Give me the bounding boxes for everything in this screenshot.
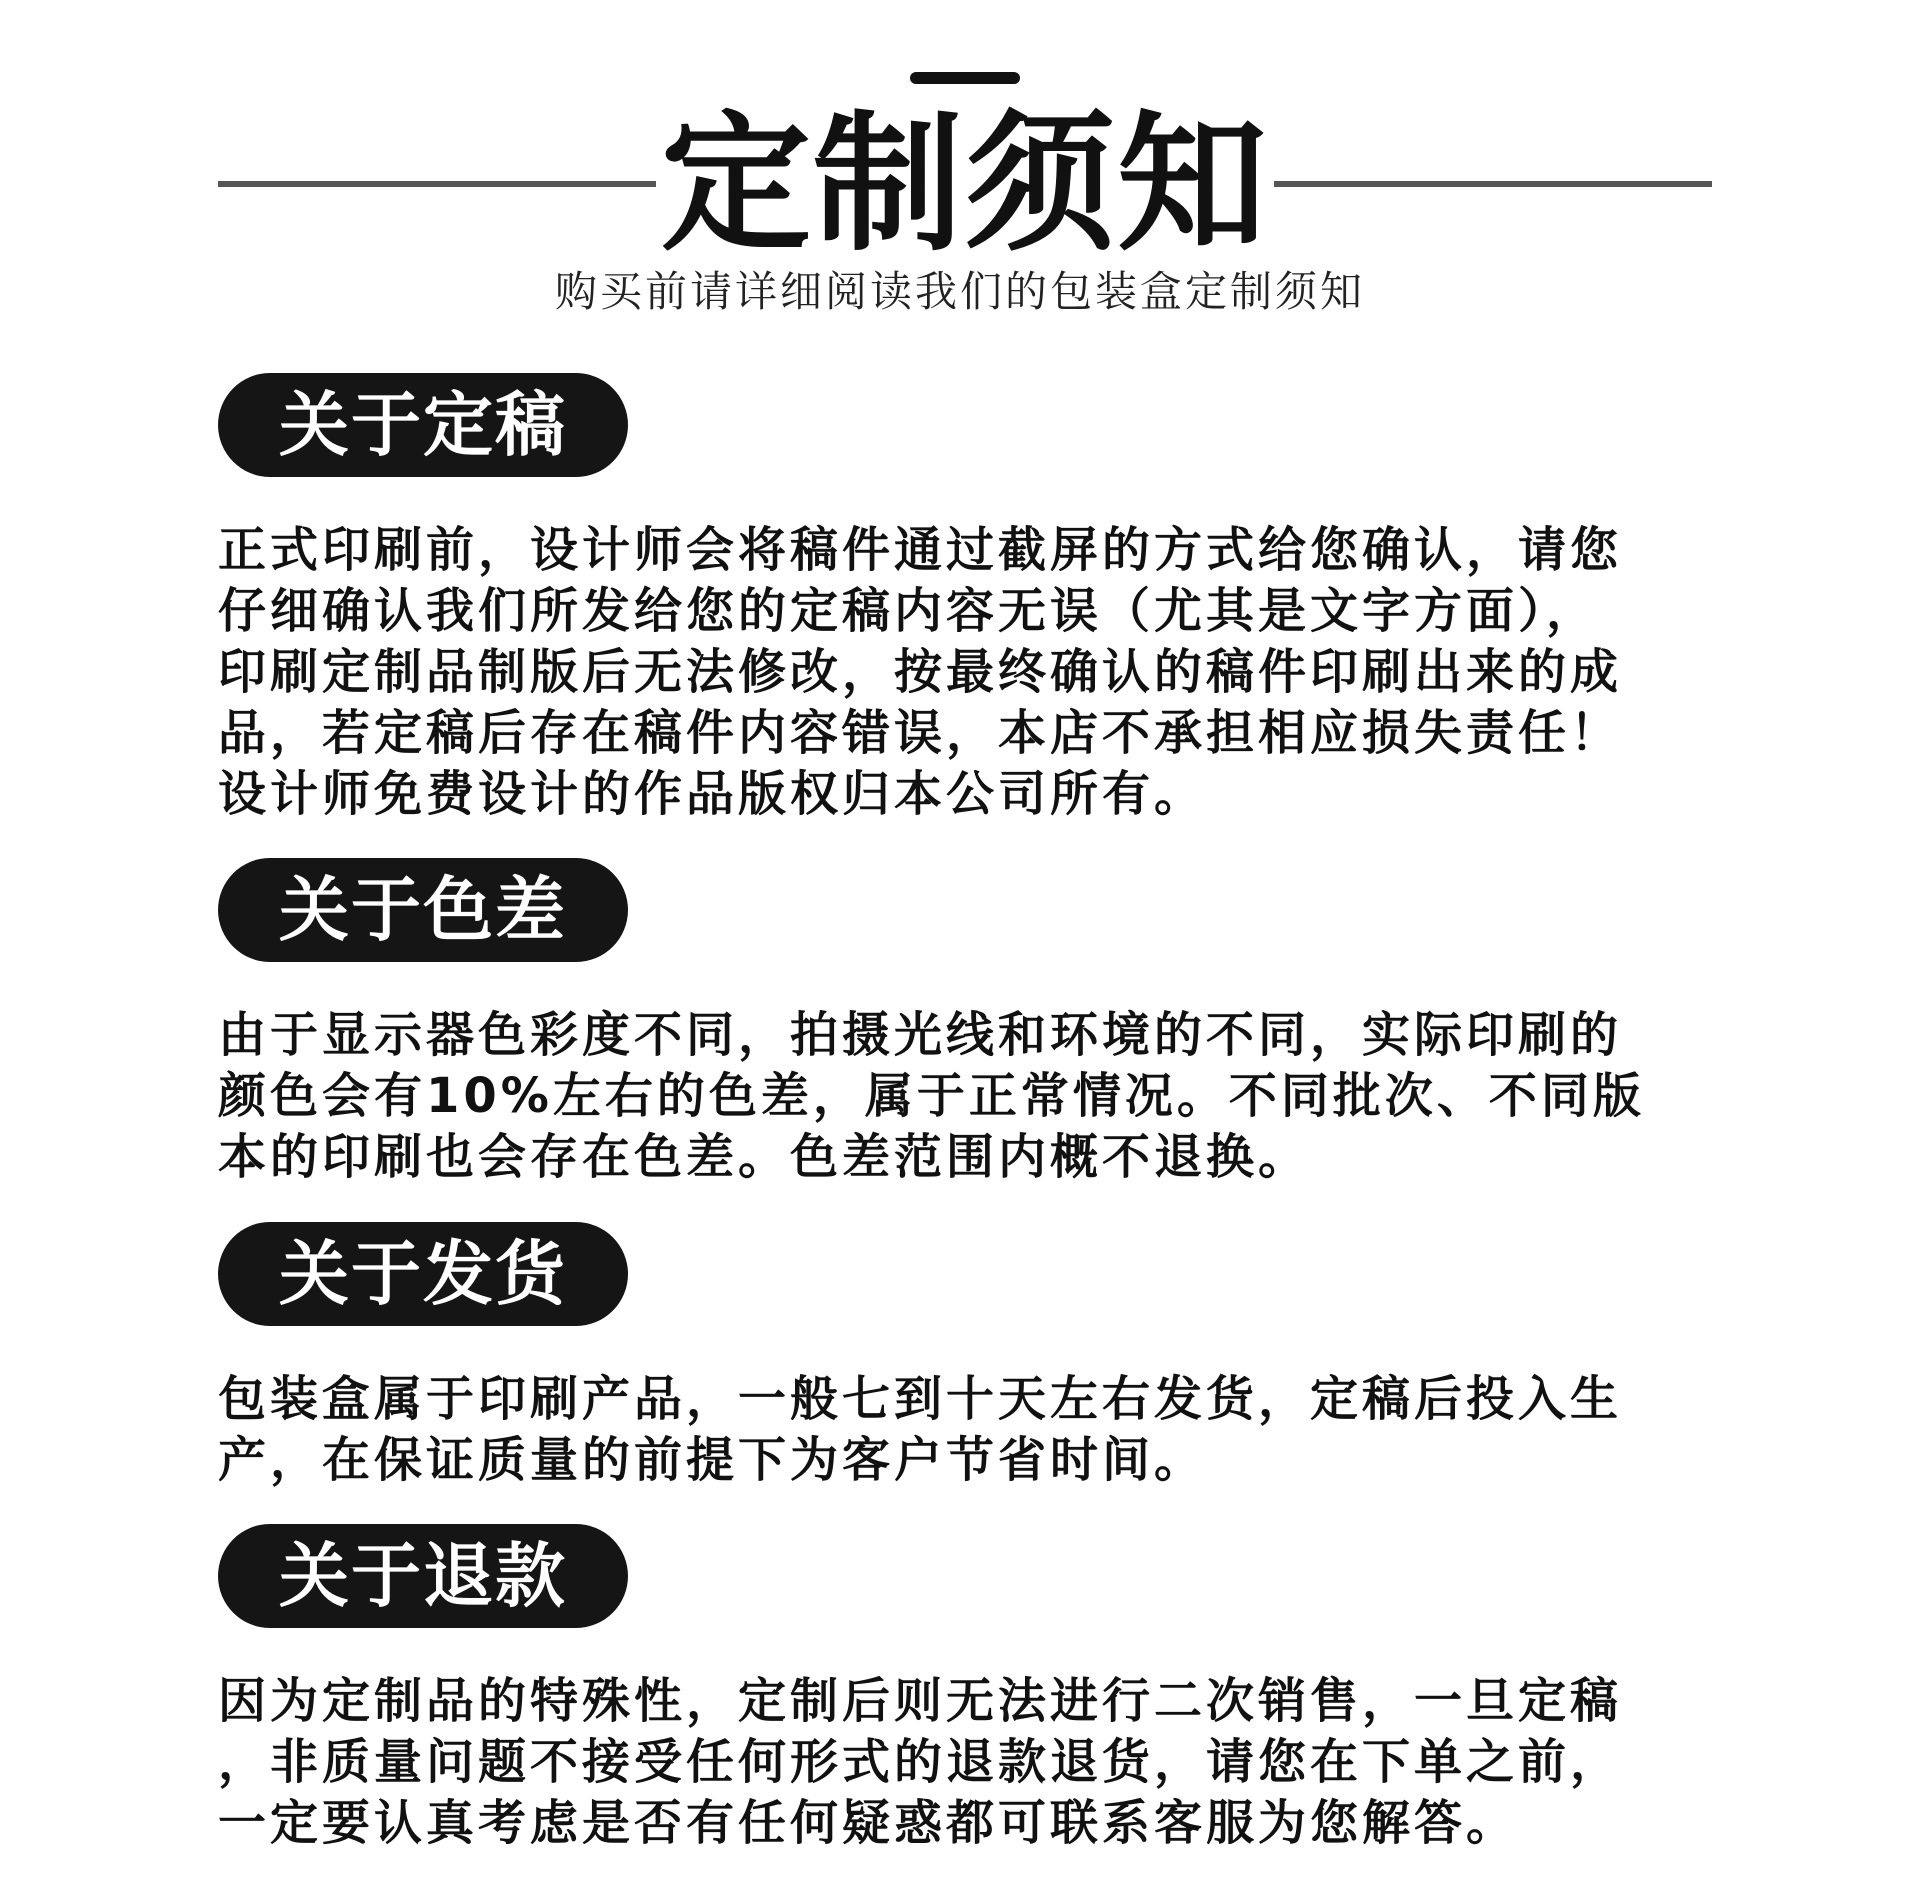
title-rule-left — [218, 181, 656, 187]
body-line: 因为定制品的特殊性，定制后则无法进行二次销售，一旦定稿 — [218, 1673, 1623, 1729]
top-dash — [910, 72, 1020, 84]
body-line: 产，在保证质量的前提下为客户节省时间。 — [218, 1432, 1207, 1488]
body-line: 正式印刷前，设计师会将稿件通过截屏的方式给您确认，请您 — [218, 522, 1623, 578]
body-line: 本的印刷也会存在色差。色差范围内概不退换。 — [218, 1129, 1311, 1185]
section-body-draft — [218, 520, 1712, 825]
page-title: 定制须知 — [660, 98, 1269, 272]
section-label-color-diff: 关于色差 — [218, 858, 628, 962]
page-subtitle: 购买前请详细阅读我们的包装盒定制须知 — [554, 267, 1365, 316]
body-line: 一定要认真考虑是否有任何疑惑都可联系客服为您解答。 — [218, 1795, 1519, 1851]
section-label-shipping: 关于发货 — [218, 1222, 628, 1326]
body-line: 品，若定稿后存在稿件内容错误，本店不承担相应损失责任！ — [218, 705, 1623, 761]
body-line: 包装盒属于印刷产品，一般七到十天左右发货，定稿后投入生 — [218, 1371, 1623, 1427]
section-label-draft: 关于定稿 — [218, 373, 628, 477]
body-line: 颜色会有10%左右的色差，属于正常情况。不同批次、不同版 — [218, 1068, 1645, 1124]
section-body-refund — [218, 1671, 1712, 1854]
body-line: 印刷定制品制版后无法修改，按最终确认的稿件印刷出来的成 — [218, 644, 1623, 700]
section-body-color-diff — [218, 1005, 1712, 1188]
body-line: ，非质量问题不接受任何形式的退款退货，请您在下单之前， — [218, 1734, 1623, 1790]
body-line: 设计师免费设计的作品版权归本公司所有。 — [218, 766, 1207, 822]
section-label-refund: 关于退款 — [218, 1524, 628, 1628]
section-body-shipping — [218, 1369, 1712, 1491]
title-rule-right — [1274, 181, 1712, 187]
body-line: 仔细确认我们所发给您的定稿内容无误（尤其是文字方面）， — [218, 583, 1599, 639]
body-line: 由于显示器色彩度不同，拍摄光线和环境的不同，实际印刷的 — [218, 1007, 1623, 1063]
